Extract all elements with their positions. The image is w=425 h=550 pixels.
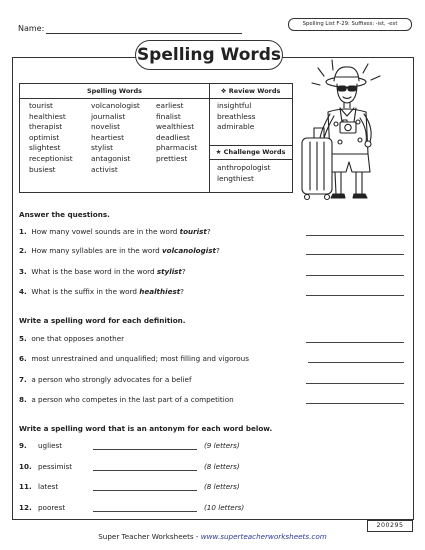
letter-hint-11: (8 letters) xyxy=(204,482,240,491)
page-title: Spelling Words xyxy=(135,40,283,70)
review-words-header: ❖ Review Words xyxy=(220,87,281,95)
antonym-word-9: ugliest xyxy=(38,441,63,450)
list-tag: Spelling List F-29: Suffixes: -ist, -est xyxy=(288,18,412,31)
answer-line-12[interactable] xyxy=(93,511,197,512)
letter-hint-10: (8 letters) xyxy=(204,462,240,471)
answer-line-9[interactable] xyxy=(93,449,197,450)
footer-brand: Super Teacher Worksheets - xyxy=(98,532,201,541)
letter-hint-12: (10 letters) xyxy=(204,503,245,512)
section-3-heading: Write a spelling word that is an antonym for each word below. xyxy=(19,424,273,433)
star-icon: ★ xyxy=(215,148,222,156)
spelling-column-1: tourist healthiest therapist optimist slightest receptionist busiest xyxy=(29,101,73,174)
letter-hint-9: (9 letters) xyxy=(204,441,240,450)
challenge-words-list: anthropologist lengthiest xyxy=(217,163,271,183)
spelling-words-header: Spelling Words xyxy=(86,87,143,95)
worksheet-code: 200295 xyxy=(367,520,413,532)
question-3: 3. What is the base word in the word stylist? xyxy=(19,267,186,276)
definition-8: 8. a person who competes in the last part of a competition xyxy=(19,395,234,404)
diamond-icon: ❖ xyxy=(220,87,227,95)
review-words-list: insightful breathless admirable xyxy=(217,101,256,132)
definition-6: 6. most unrestrained and unqualified; most filling and vigorous xyxy=(19,354,249,363)
question-4: 4. What is the suffix in the word healthiest? xyxy=(19,287,184,296)
word-table xyxy=(19,83,293,193)
footer xyxy=(0,532,425,541)
answer-line-5[interactable] xyxy=(306,342,404,343)
spelling-column-3: earliest finalist wealthiest deadliest pharmacist prettiest xyxy=(156,101,198,163)
answer-line-2[interactable] xyxy=(306,254,404,255)
question-1: 1. How many vowel sounds are in the word tourist? xyxy=(19,227,211,236)
answer-line-10[interactable] xyxy=(93,470,197,471)
footer-url-link[interactable]: www.superteacherworksheets.com xyxy=(200,532,327,541)
antonym-word-10: pessimist xyxy=(38,462,73,471)
antonym-10: 10. xyxy=(19,462,32,471)
tourist-illustration xyxy=(300,58,408,206)
challenge-words-header: ★ Challenge Words xyxy=(215,148,286,156)
antonym-11: 11. xyxy=(19,482,32,491)
section-2-heading: Write a spelling word for each definition. xyxy=(19,316,186,325)
definition-7: 7. a person who strongly advocates for a belief xyxy=(19,375,192,384)
section-1-heading: Answer the questions. xyxy=(19,210,110,219)
definition-5: 5. one that opposes another xyxy=(19,334,125,343)
answer-line-1[interactable] xyxy=(306,235,404,236)
antonym-9: 9. xyxy=(19,441,27,450)
antonym-12: 12. xyxy=(19,503,32,512)
name-label: Name: xyxy=(18,24,45,33)
answer-line-6[interactable] xyxy=(308,362,404,363)
answer-line-7[interactable] xyxy=(306,383,404,384)
question-2: 2. How many syllables are in the word volcanologist? xyxy=(19,246,220,255)
antonym-word-11: latest xyxy=(38,482,59,491)
name-field[interactable] xyxy=(46,33,242,34)
answer-line-8[interactable] xyxy=(306,403,404,404)
spelling-column-2: volcanologist journalist novelist heartiest stylist antagonist activist xyxy=(91,101,140,174)
answer-line-11[interactable] xyxy=(93,490,197,491)
answer-line-4[interactable] xyxy=(306,295,404,296)
answer-line-3[interactable] xyxy=(306,275,404,276)
antonym-word-12: poorest xyxy=(38,503,66,512)
